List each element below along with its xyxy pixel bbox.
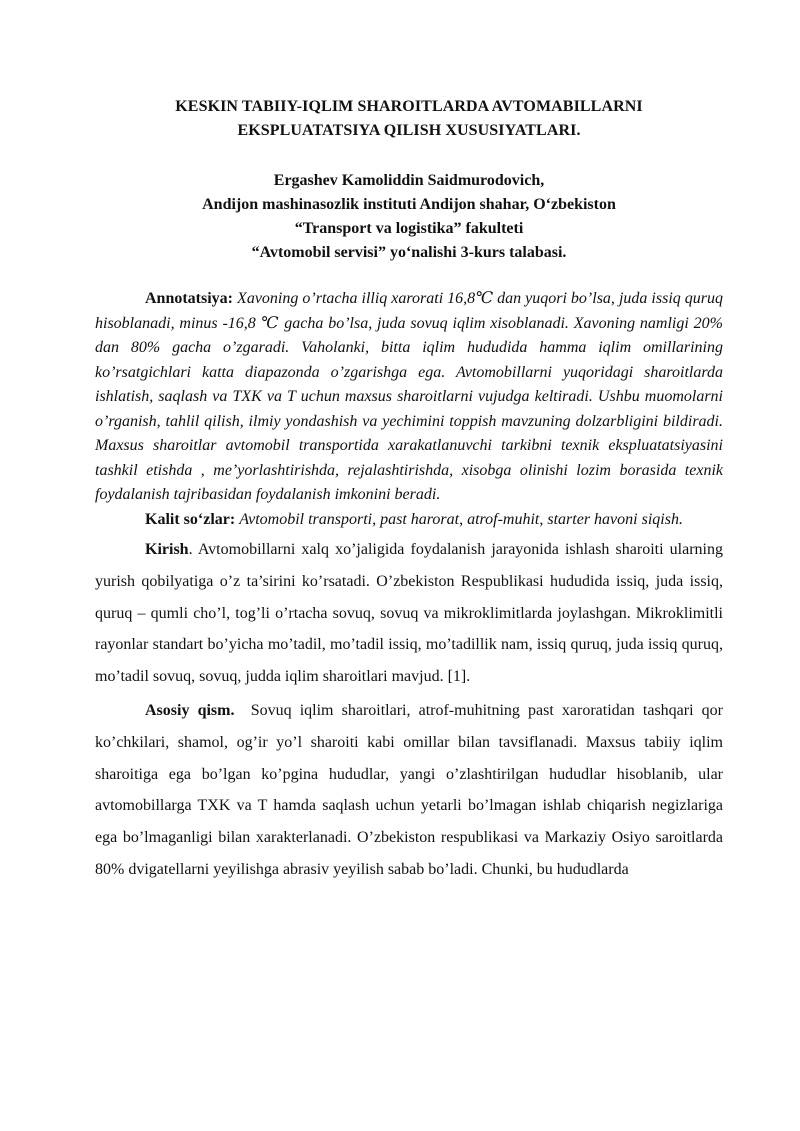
intro-text: . Avtomobillarni xalq xo’jaligida foydalanish jarayonida ishlash sharoiti ularning yurish qobilyatiga o’z ta’sirini ko’rsatadi. O’zbekiston Respublikasi hududida issiq, juda issiq, quruq – qumli cho’l, tog’li o’rtacha sovuq, sovuq va mikroklimitlarda joylashgan. Mikroklimitli rayonlar standart bo’yicha mo’tadil, mo’tadil issiq, mo’tadillik nam, issiq quruq, juda issiq quruq, mo’tadil sovuq, sovuq, judda iqlim sharoitlari mavjud. [1]. — [95, 541, 723, 686]
abstract-text: Xavoning o’rtacha illiq xarorati 16,8℃ dan yuqori bo’lsa, juda issiq quruq hisoblanadi, minus -16,8 ℃ gacha bo’lsa, juda sovuq iqlim xisoblanadi. Xavoning namligi 20% dan 80% gacha o’zgaradi. Vaholanki, bitta iqlim hududida hamma iqlim omillarining ko’rsatgichlari katta diapazonda o’zgarishga ega. Avtomobillarni yuqoridagi sharoitlarda ishlatish, saqlash va TXK va T uchun maxsus sharoitlarni vujudga keltiradi. Ushbu muomolarni o’rganish, tahlil qilish, ilmiy yondashish va yechimini toppish mavzuning dolzarbligini bildiradi. Maxsus sharoitlar avtomobil transportida xarakatlanuvchi tarkibni texnik ekspluatatsiyasini tashkil etishda , me’yorlashtirishda, rejalashtirishda, xisobga olinishi lozim borasida texnik foydalanish tajribasidan foydalanish imkonini beradi. — [95, 290, 724, 503]
author-program: “Avtomobil servisi” yo‘nalishi 3-kurs talabasi. — [251, 244, 567, 261]
main-paragraph — [95, 695, 723, 886]
author-block — [95, 169, 723, 265]
keywords-text: Avtomobil transporti, past harorat, atrof-muhit, starter havoni siqish. — [239, 510, 683, 528]
keywords-paragraph — [95, 508, 723, 533]
intro-paragraph — [95, 534, 723, 693]
main-text: Sovuq iqlim sharoitlari, atrof-muhitning past xaroratidan tashqari qor ko’chkilari, shamol, og’ir yo’l sharoiti kabi omillar bilan tavsiflanadi. Maxsus tabiiy iqlim sharoitiga ega bo’lgan ko’pgina hududlar, yangi o’zlashtirilgan hududlar hisoblanib, ular avtomobillarga TXK va T hamda saqlash uchun yetarli bo’lmagan ishlab chiqarish negizlariga ega bo’lmaganligi bilan xarakterlanadi. O’zbekiston respublikasi va Markaziy Osiyo saroitlarda 80% dvigatellarni yeyilishga abrasiv yeyilish sabab bo’ladi. Chunki, bu hududlarda — [95, 701, 723, 878]
keywords-label: Kalit so‘zlar: — [145, 510, 236, 528]
title-line-1: KESKIN TABIIY-IQLIM SHAROITLARDA AVTOMABILLARNI — [175, 98, 643, 115]
author-affiliation: Andijon mashinasozlik instituti Andijon shahar, O‘zbekiston — [202, 196, 616, 213]
author-faculty: “Transport va logistika” fakulteti — [294, 220, 524, 237]
abstract-label: Annotatsiya: — [145, 290, 234, 307]
abstract-paragraph — [95, 287, 723, 508]
author-name: Ergashev Kamoliddin Saidmurodovich, — [273, 172, 545, 189]
article-page — [95, 95, 723, 886]
intro-label: Kirish — [145, 541, 189, 558]
article-title — [95, 95, 723, 143]
main-label: Asosiy qism. — [145, 701, 235, 719]
title-line-2: EKSPLUATATSIYA QILISH XUSUSIYATLARI. — [237, 122, 581, 139]
